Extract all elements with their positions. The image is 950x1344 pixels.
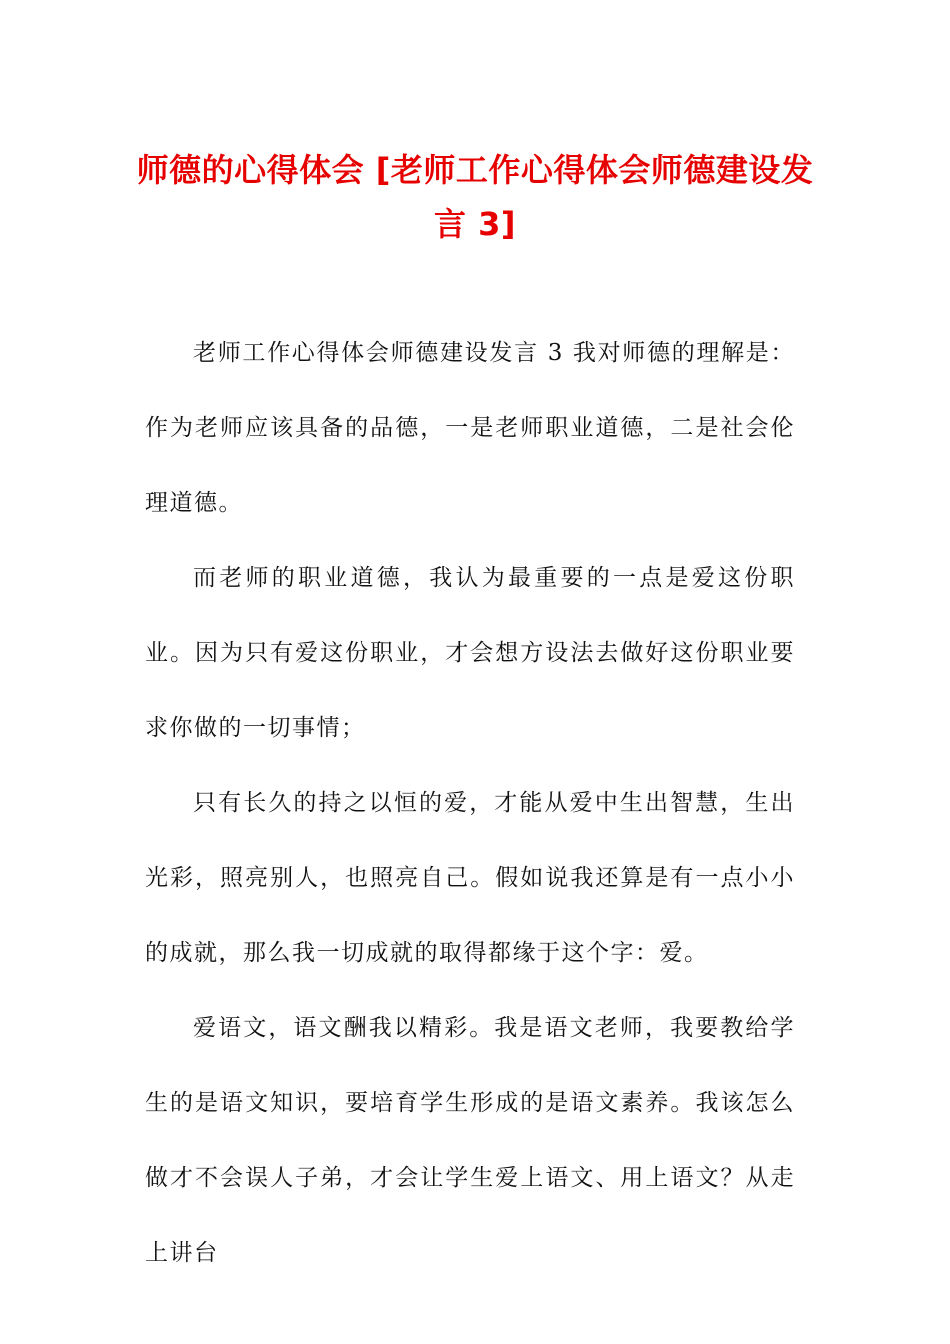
- paragraph: 爱语文，语文酬我以精彩。我是语文老师，我要教给学生的是语文知识，要培育学生形成的是语文素养。我该怎么做才不会误人子弟，才会让学生爱上语文、用上语文？从走上讲台: [145, 1015, 795, 1266]
- paragraph: 只有长久的持之以恒的爱，才能从爱中生出智慧，生出光彩，照亮别人，也照亮自己。假如说我还算是有一点小小的成就，那么我一切成就的取得都缘于这个字：爱。: [145, 790, 795, 966]
- paragraph: 老师工作心得体会师德建设发言 3 我对师德的理解是：作为老师应该具备的品德，一是老师职业道德，二是社会伦理道德。: [145, 340, 795, 516]
- document-body: [145, 316, 795, 1291]
- paragraph: 而老师的职业道德，我认为最重要的一点是爱这份职业。因为只有爱这份职业，才会想方设法去做好这份职业要求你做的一切事情；: [145, 565, 795, 741]
- document-title: 师德的心得体会 [老师工作心得体会师德建设发言 3]: [136, 151, 814, 243]
